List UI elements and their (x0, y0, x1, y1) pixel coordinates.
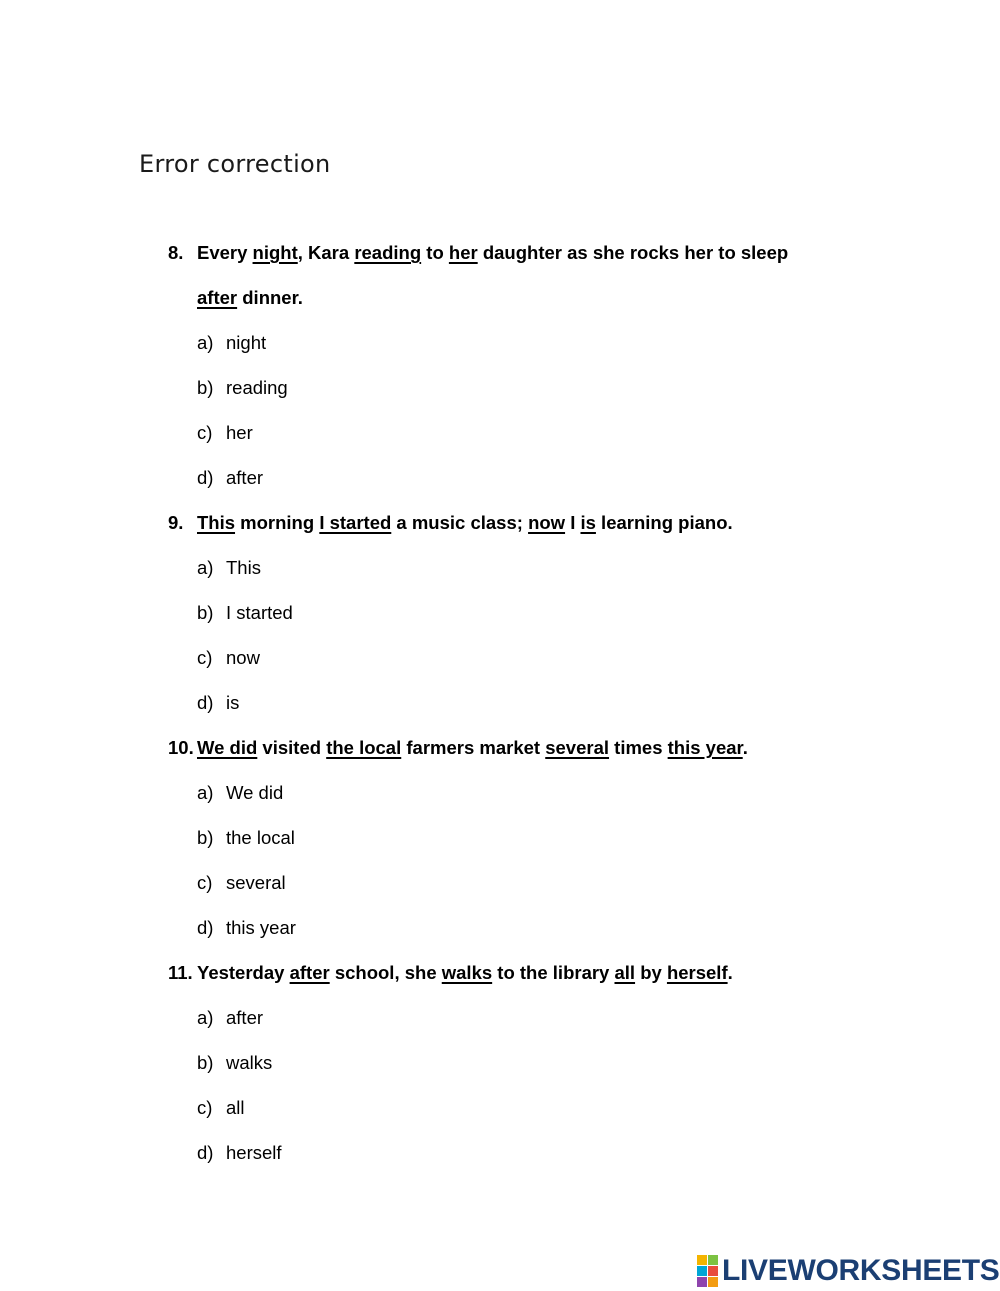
stem-text: Yesterday (197, 962, 290, 983)
option-letter: c) (197, 422, 213, 443)
option-text: several (226, 872, 286, 893)
stem-text: learning piano. (595, 512, 733, 533)
option-10c[interactable] (197, 874, 286, 893)
option-text: all (226, 1097, 245, 1118)
option-8d[interactable] (197, 469, 263, 488)
option-text: night (226, 332, 267, 353)
stem-text: . (727, 962, 733, 983)
stem-text: , Kara (297, 242, 355, 263)
brand-name: LIVEWORKSHEETS (722, 1254, 1000, 1287)
stem-text: farmers market (401, 737, 546, 758)
logo-blocks-icon (697, 1255, 718, 1287)
option-text: now (226, 647, 260, 668)
underlined-word: walks (441, 962, 493, 983)
option-letter: d) (197, 917, 214, 938)
stem-text: Every (197, 242, 253, 263)
option-10a[interactable] (197, 784, 283, 803)
stem-text: dinner. (237, 287, 303, 308)
underlined-word: the local (326, 737, 402, 758)
option-8a[interactable] (197, 334, 266, 353)
option-text: after (226, 1007, 264, 1028)
stem-text: to the library (492, 962, 615, 983)
stem-text: morning (235, 512, 320, 533)
logo-block (697, 1255, 707, 1265)
question-10-stem (168, 739, 748, 758)
stem-text: . (742, 737, 748, 758)
option-letter: b) (197, 377, 214, 398)
underlined-word: after (289, 962, 330, 983)
option-8c[interactable] (197, 424, 253, 443)
option-letter: c) (197, 872, 213, 893)
stem-text: to (421, 242, 449, 263)
option-letter: c) (197, 1097, 213, 1118)
underlined-word: I started (319, 512, 392, 533)
underlined-word: is (580, 512, 596, 533)
stem-text: by (635, 962, 667, 983)
option-text: is (226, 692, 240, 713)
underlined-word: after (197, 287, 238, 308)
underlined-word: reading (354, 242, 422, 263)
stem-text: a music class; (391, 512, 529, 533)
option-text: after (226, 467, 264, 488)
option-10b[interactable] (197, 829, 295, 848)
underlined-word: this year (667, 737, 743, 758)
option-9d[interactable] (197, 694, 239, 713)
stem-text: I (565, 512, 581, 533)
option-9c[interactable] (197, 649, 260, 668)
underlined-word: We did (197, 737, 258, 758)
option-text: this year (226, 917, 296, 938)
option-text: I started (226, 602, 293, 623)
option-letter: b) (197, 827, 214, 848)
option-10d[interactable] (197, 919, 296, 938)
stem-text: daughter as she rocks her to sleep (477, 242, 789, 263)
option-9b[interactable] (197, 604, 293, 623)
option-text: This (226, 557, 261, 578)
question-number: 10. (168, 737, 194, 758)
logo-block (708, 1255, 718, 1265)
question-8-stem-continued (197, 289, 303, 308)
stem-text: times (609, 737, 668, 758)
underlined-word: all (614, 962, 636, 983)
option-letter: d) (197, 692, 214, 713)
option-9a[interactable] (197, 559, 261, 578)
option-letter: c) (197, 647, 213, 668)
option-11b[interactable] (197, 1054, 272, 1073)
question-9-stem (168, 514, 733, 533)
underlined-word: several (545, 737, 610, 758)
underlined-word: This (197, 512, 236, 533)
underlined-word: herself (666, 962, 728, 983)
stem-text: school, she (329, 962, 442, 983)
question-11-stem (168, 964, 733, 983)
question-number: 11. (168, 962, 193, 983)
logo-block (708, 1277, 718, 1287)
logo-block (697, 1266, 707, 1276)
option-letter: b) (197, 602, 214, 623)
option-text: the local (226, 827, 295, 848)
question-number: 8. (168, 242, 184, 263)
option-text: herself (226, 1142, 282, 1163)
option-text: reading (226, 377, 288, 398)
option-11a[interactable] (197, 1009, 263, 1028)
question-number: 9. (168, 512, 184, 533)
logo-block (697, 1277, 707, 1287)
underlined-word: her (448, 242, 478, 263)
option-8b[interactable] (197, 379, 288, 398)
logo-block (708, 1266, 718, 1276)
option-letter: d) (197, 467, 214, 488)
underlined-word: now (528, 512, 566, 533)
option-letter: a) (197, 1007, 214, 1028)
option-letter: a) (197, 557, 214, 578)
option-text: We did (226, 782, 284, 803)
stem-text: visited (257, 737, 327, 758)
option-text: her (226, 422, 253, 443)
option-letter: a) (197, 332, 214, 353)
option-11d[interactable] (197, 1144, 282, 1163)
option-letter: b) (197, 1052, 214, 1073)
question-8-stem (168, 244, 788, 263)
option-text: walks (226, 1052, 273, 1073)
option-letter: a) (197, 782, 214, 803)
page-title: Error correction (139, 150, 331, 178)
option-11c[interactable] (197, 1099, 245, 1118)
liveworksheets-logo (697, 1254, 1000, 1288)
option-letter: d) (197, 1142, 214, 1163)
underlined-word: night (252, 242, 298, 263)
